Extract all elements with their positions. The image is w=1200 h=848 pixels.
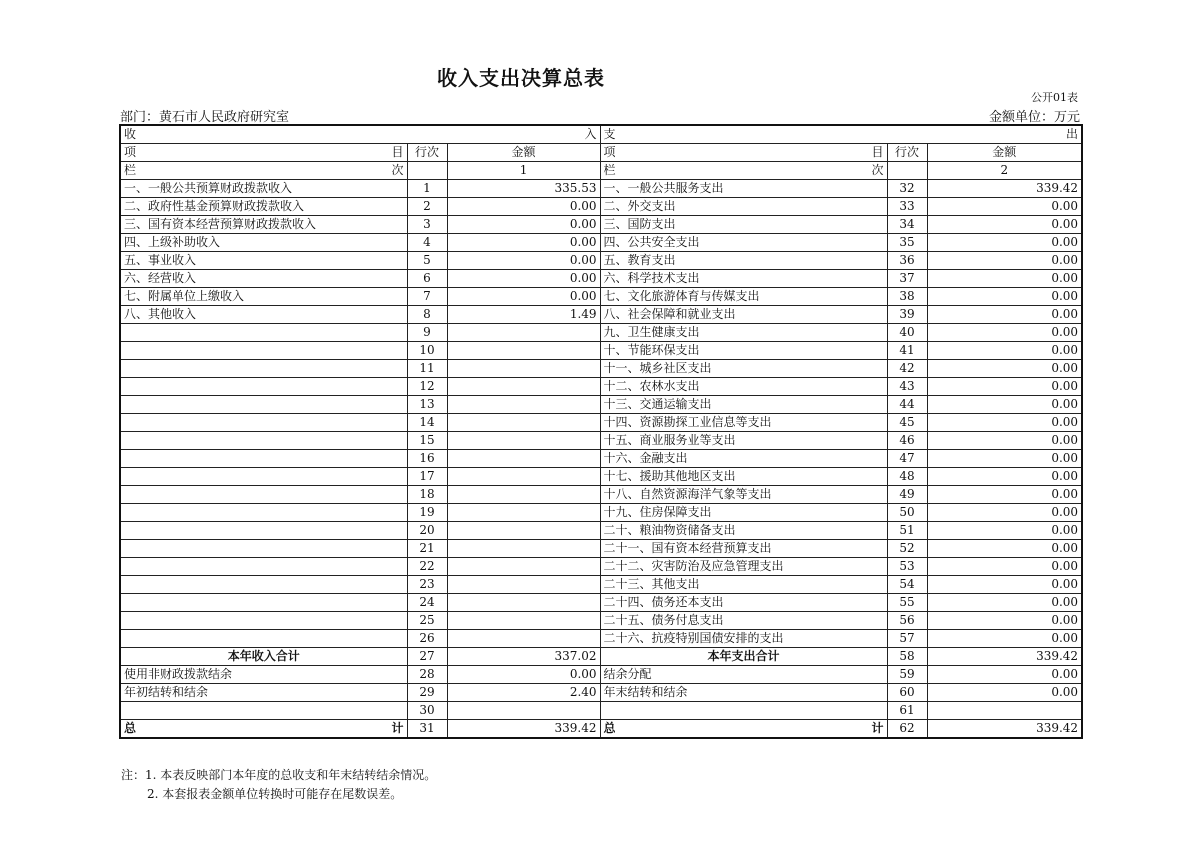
income-row-number: 25 (407, 612, 447, 630)
table-row (120, 522, 1082, 540)
income-item-name: 年初结转和结余 (120, 684, 407, 702)
income-row-number: 26 (407, 630, 447, 648)
table-row (120, 702, 1082, 720)
income-amount (447, 324, 600, 342)
income-row-number: 17 (407, 468, 447, 486)
expense-item-header: 项 目 (600, 144, 887, 162)
income-row-number: 9 (407, 324, 447, 342)
expense-amount (927, 702, 1082, 720)
expense-row-number: 51 (887, 522, 927, 540)
table-row (120, 378, 1082, 396)
table-row (120, 666, 1082, 684)
expense-row-number: 58 (887, 648, 927, 666)
expense-amount: 0.00 (927, 684, 1082, 702)
expense-row-number: 56 (887, 612, 927, 630)
expense-amount: 0.00 (927, 198, 1082, 216)
income-row-number: 29 (407, 684, 447, 702)
amount-unit-label: 金额单位：万元 (988, 110, 1080, 125)
income-item-name: 六、经营收入 (120, 270, 407, 288)
expense-row-number: 35 (887, 234, 927, 252)
footnotes (121, 766, 436, 804)
expense-row-number: 49 (887, 486, 927, 504)
expense-item-name: 五、教育支出 (600, 252, 887, 270)
expense-item-name: 二十四、债务还本支出 (600, 594, 887, 612)
income-amount (447, 378, 600, 396)
income-item-name (120, 612, 407, 630)
income-amount: 0.00 (447, 198, 600, 216)
expense-row-number: 54 (887, 576, 927, 594)
expense-amount: 339.42 (927, 648, 1082, 666)
expense-row-number: 44 (887, 396, 927, 414)
expense-amount: 0.00 (927, 558, 1082, 576)
income-item-name (120, 468, 407, 486)
income-item-name: 八、其他收入 (120, 306, 407, 324)
income-amount: 335.53 (447, 180, 600, 198)
expense-amount: 0.00 (927, 540, 1082, 558)
expense-amount: 0.00 (927, 504, 1082, 522)
footnote-1: 注：1. 本表反映部门本年度的总收支和年末结转结余情况。 (121, 768, 437, 782)
table-row (120, 342, 1082, 360)
expense-item-name: 十一、城乡社区支出 (600, 360, 887, 378)
income-amount: 0.00 (447, 288, 600, 306)
income-item-name (120, 432, 407, 450)
income-amount: 0.00 (447, 252, 600, 270)
income-amount-header: 金额 (447, 144, 600, 162)
income-row-number: 22 (407, 558, 447, 576)
expense-item-name: 二十一、国有资本经营预算支出 (600, 540, 887, 558)
income-amount (447, 630, 600, 648)
income-amount (447, 558, 600, 576)
income-row-number: 23 (407, 576, 447, 594)
expense-row-number: 50 (887, 504, 927, 522)
income-rowno-header: 行次 (407, 144, 447, 162)
expense-row-number: 48 (887, 468, 927, 486)
expense-row-number: 55 (887, 594, 927, 612)
table-row (120, 558, 1082, 576)
table-row (120, 648, 1082, 666)
expense-amount: 0.00 (927, 342, 1082, 360)
table-row (120, 234, 1082, 252)
income-row-number: 24 (407, 594, 447, 612)
table-row (120, 540, 1082, 558)
expense-amount: 0.00 (927, 288, 1082, 306)
expense-item-name: 十七、援助其他地区支出 (600, 468, 887, 486)
expense-amount: 0.00 (927, 324, 1082, 342)
expense-item-name: 二十六、抗疫特别国债安排的支出 (600, 630, 887, 648)
income-col-number: 1 (447, 162, 600, 180)
income-row-number: 1 (407, 180, 447, 198)
income-item-name (120, 504, 407, 522)
expense-col-number: 2 (927, 162, 1082, 180)
expense-item-name: 九、卫生健康支出 (600, 324, 887, 342)
expense-item-name: 二、外交支出 (600, 198, 887, 216)
expense-row-number: 36 (887, 252, 927, 270)
expense-item-name: 十五、商业服务业等支出 (600, 432, 887, 450)
expense-amount: 0.00 (927, 360, 1082, 378)
expense-item-name: 八、社会保障和就业支出 (600, 306, 887, 324)
table-row (120, 396, 1082, 414)
income-row-number: 15 (407, 432, 447, 450)
expense-amount: 0.00 (927, 234, 1082, 252)
income-amount: 0.00 (447, 216, 600, 234)
income-item-name (120, 324, 407, 342)
expense-col-label: 栏 次 (600, 162, 887, 180)
expense-row-number: 37 (887, 270, 927, 288)
income-item-name (120, 558, 407, 576)
expense-item-name: 十三、交通运输支出 (600, 396, 887, 414)
income-col-label: 栏 次 (120, 162, 407, 180)
income-total-amount: 339.42 (447, 720, 600, 739)
expense-amount: 0.00 (927, 270, 1082, 288)
expense-item-name: 三、国防支出 (600, 216, 887, 234)
income-row-number: 18 (407, 486, 447, 504)
expense-amount: 0.00 (927, 378, 1082, 396)
income-item-name (120, 522, 407, 540)
expense-row-number: 52 (887, 540, 927, 558)
expense-amount: 0.00 (927, 396, 1082, 414)
table-row (120, 252, 1082, 270)
income-amount (447, 522, 600, 540)
expense-amount: 339.42 (927, 180, 1082, 198)
income-row-number: 21 (407, 540, 447, 558)
income-amount (447, 486, 600, 504)
expense-row-number: 39 (887, 306, 927, 324)
expense-item-name: 六、科学技术支出 (600, 270, 887, 288)
income-row-number: 11 (407, 360, 447, 378)
expense-amount: 0.00 (927, 594, 1082, 612)
expense-rowno-header: 行次 (887, 144, 927, 162)
income-item-name (120, 342, 407, 360)
income-row-number: 2 (407, 198, 447, 216)
expense-item-name: 十二、农林水支出 (600, 378, 887, 396)
expense-row-number: 47 (887, 450, 927, 468)
expense-item-name: 十九、住房保障支出 (600, 504, 887, 522)
expense-amount: 0.00 (927, 450, 1082, 468)
income-row-number: 16 (407, 450, 447, 468)
income-amount (447, 576, 600, 594)
expense-amount: 0.00 (927, 666, 1082, 684)
expense-item-name: 二十五、债务付息支出 (600, 612, 887, 630)
income-row-number: 7 (407, 288, 447, 306)
expense-amount: 0.00 (927, 576, 1082, 594)
expense-amount: 0.00 (927, 216, 1082, 234)
expense-row-number: 53 (887, 558, 927, 576)
header-row-colnumbers (120, 162, 1082, 180)
income-row-number: 10 (407, 342, 447, 360)
table-row (120, 468, 1082, 486)
expense-item-name: 十八、自然资源海洋气象等支出 (600, 486, 887, 504)
expense-item-name: 二十三、其他支出 (600, 576, 887, 594)
table-row (120, 612, 1082, 630)
expense-item-name: 四、公共安全支出 (600, 234, 887, 252)
income-amount (447, 540, 600, 558)
income-item-name (120, 414, 407, 432)
expense-total-label: 总 计 (600, 720, 887, 739)
income-item-name: 一、一般公共预算财政拨款收入 (120, 180, 407, 198)
expense-amount: 0.00 (927, 486, 1082, 504)
expense-amount: 0.00 (927, 630, 1082, 648)
income-row-number: 13 (407, 396, 447, 414)
header-row-columns (120, 144, 1082, 162)
expense-amount: 0.00 (927, 252, 1082, 270)
income-amount (447, 612, 600, 630)
income-total-rowno: 31 (407, 720, 447, 739)
income-amount (447, 342, 600, 360)
expense-row-number: 41 (887, 342, 927, 360)
income-amount (447, 504, 600, 522)
income-row-number: 6 (407, 270, 447, 288)
table-row (120, 216, 1082, 234)
expense-section-header: 支 出 (600, 125, 1082, 144)
expense-item-name: 年末结转和结余 (600, 684, 887, 702)
form-number: 公开01表 (1031, 91, 1078, 104)
table-row (120, 306, 1082, 324)
expense-item-name (600, 702, 887, 720)
grand-total-row (120, 720, 1082, 739)
table-row (120, 414, 1082, 432)
expense-row-number: 42 (887, 360, 927, 378)
income-row-number: 4 (407, 234, 447, 252)
income-amount: 337.02 (447, 648, 600, 666)
income-item-name (120, 576, 407, 594)
expense-amount: 0.00 (927, 432, 1082, 450)
income-amount: 0.00 (447, 666, 600, 684)
income-item-name: 二、政府性基金预算财政拨款收入 (120, 198, 407, 216)
expense-row-number: 59 (887, 666, 927, 684)
expense-item-name: 结余分配 (600, 666, 887, 684)
income-item-name (120, 630, 407, 648)
income-item-name: 五、事业收入 (120, 252, 407, 270)
expense-row-number: 32 (887, 180, 927, 198)
expense-row-number: 40 (887, 324, 927, 342)
income-row-number: 27 (407, 648, 447, 666)
expense-row-number: 61 (887, 702, 927, 720)
income-item-header: 项 目 (120, 144, 407, 162)
income-item-name (120, 594, 407, 612)
income-amount (447, 702, 600, 720)
income-amount (447, 396, 600, 414)
table-row (120, 288, 1082, 306)
expense-amount: 0.00 (927, 468, 1082, 486)
income-item-name (120, 396, 407, 414)
income-amount (447, 414, 600, 432)
table-row (120, 576, 1082, 594)
income-amount (447, 468, 600, 486)
expense-item-name: 本年支出合计 (600, 648, 887, 666)
table-row (120, 270, 1082, 288)
income-row-number: 3 (407, 216, 447, 234)
income-row-number: 30 (407, 702, 447, 720)
expense-amount-header: 金额 (927, 144, 1082, 162)
income-amount (447, 450, 600, 468)
expense-item-name: 十四、资源勘探工业信息等支出 (600, 414, 887, 432)
expense-total-amount: 339.42 (927, 720, 1082, 739)
income-expense-table (119, 124, 1083, 739)
income-item-name: 本年收入合计 (120, 648, 407, 666)
expense-amount: 0.00 (927, 414, 1082, 432)
income-item-name (120, 540, 407, 558)
expense-amount: 0.00 (927, 522, 1082, 540)
table-row (120, 486, 1082, 504)
table-row (120, 432, 1082, 450)
expense-amount: 0.00 (927, 612, 1082, 630)
expense-row-number: 57 (887, 630, 927, 648)
expense-item-name: 十、节能环保支出 (600, 342, 887, 360)
income-item-name (120, 378, 407, 396)
income-item-name: 七、附属单位上缴收入 (120, 288, 407, 306)
table-row (120, 450, 1082, 468)
table-row (120, 684, 1082, 702)
income-row-number: 12 (407, 378, 447, 396)
table-row (120, 324, 1082, 342)
expense-row-number: 46 (887, 432, 927, 450)
income-amount (447, 360, 600, 378)
department-label: 部门：黄石市人民政府研究室 (120, 110, 290, 125)
table-row (120, 594, 1082, 612)
table-row (120, 360, 1082, 378)
income-row-number: 8 (407, 306, 447, 324)
table-row (120, 504, 1082, 522)
expense-row-number: 43 (887, 378, 927, 396)
income-amount (447, 432, 600, 450)
income-item-name: 四、上级补助收入 (120, 234, 407, 252)
expense-item-name: 七、文化旅游体育与传媒支出 (600, 288, 887, 306)
income-row-number: 20 (407, 522, 447, 540)
income-item-name (120, 486, 407, 504)
header-row-section (120, 125, 1082, 144)
table-row (120, 180, 1082, 198)
income-amount: 2.40 (447, 684, 600, 702)
expense-item-name: 二十、粮油物资储备支出 (600, 522, 887, 540)
income-item-name (120, 702, 407, 720)
income-amount: 0.00 (447, 270, 600, 288)
income-item-name (120, 360, 407, 378)
income-amount: 1.49 (447, 306, 600, 324)
income-amount: 0.00 (447, 234, 600, 252)
expense-item-name: 二十二、灾害防治及应急管理支出 (600, 558, 887, 576)
income-total-label: 总 计 (120, 720, 407, 739)
table-row (120, 630, 1082, 648)
expense-row-number: 33 (887, 198, 927, 216)
expense-item-name: 一、一般公共服务支出 (600, 180, 887, 198)
income-item-name (120, 450, 407, 468)
expense-total-rowno: 62 (887, 720, 927, 739)
footnote-2: 2. 本套报表金额单位转换时可能存在尾数误差。 (147, 787, 403, 801)
expense-amount: 0.00 (927, 306, 1082, 324)
income-amount (447, 594, 600, 612)
expense-row-number: 45 (887, 414, 927, 432)
income-row-number: 19 (407, 504, 447, 522)
income-row-number: 28 (407, 666, 447, 684)
expense-row-number: 38 (887, 288, 927, 306)
expense-item-name: 十六、金融支出 (600, 450, 887, 468)
income-row-number: 5 (407, 252, 447, 270)
expense-row-number: 60 (887, 684, 927, 702)
page-title: 收入支出决算总表 (437, 66, 605, 90)
income-item-name: 三、国有资本经营预算财政拨款收入 (120, 216, 407, 234)
income-section-header: 收 入 (120, 125, 600, 144)
income-row-number: 14 (407, 414, 447, 432)
expense-row-number: 34 (887, 216, 927, 234)
table-row (120, 198, 1082, 216)
income-item-name: 使用非财政拨款结余 (120, 666, 407, 684)
